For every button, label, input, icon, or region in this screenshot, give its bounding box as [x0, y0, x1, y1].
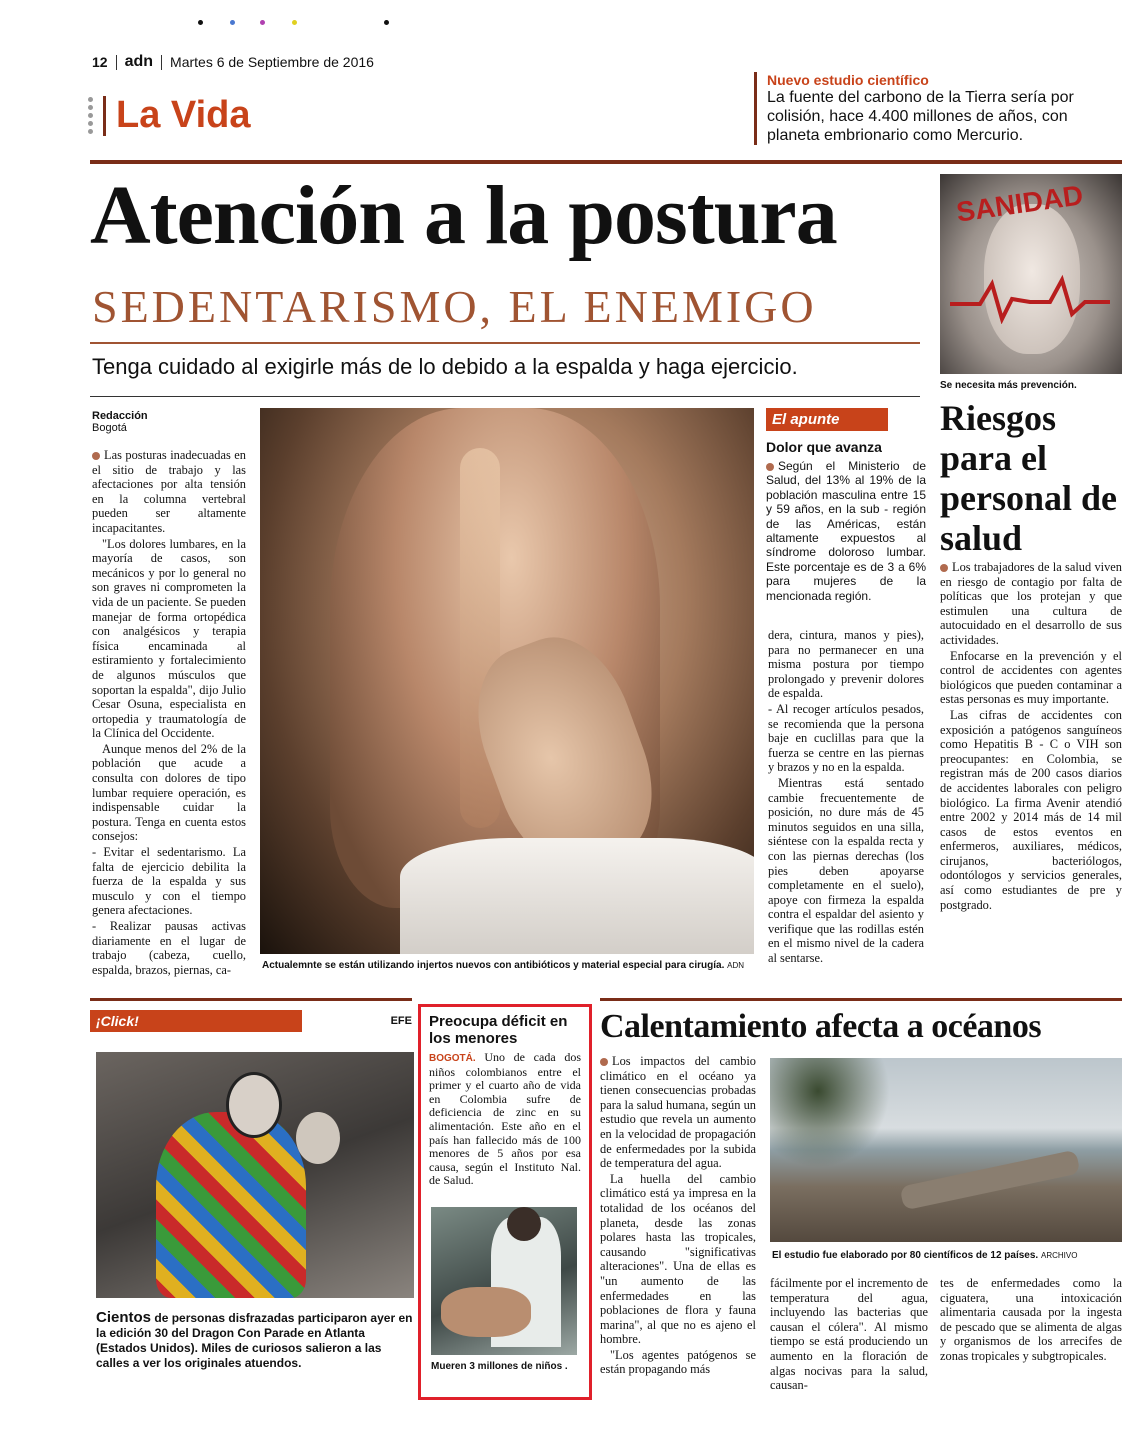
- brand-logo: adn: [124, 53, 154, 70]
- back-pain-caption: [262, 960, 758, 971]
- deficit-dateline: BOGOTÁ.: [429, 1053, 476, 1064]
- photo-credit: ADN: [727, 961, 745, 970]
- child-photo-caption: Mueren 3 millones de niños .: [431, 1361, 568, 1372]
- sanidad-photo: [940, 174, 1122, 374]
- palm-tree-shape: [770, 1058, 890, 1168]
- apunte-body: Según el Ministerio de Salud, del 13% al 19% de la población masculina entre 15 y 59 años, en la sub - región de las Américas, están altamente expuestos al síndrome doloroso lumbar. Este porcentaje es de 3 a 6% para mujeres de la mencionada región.: [766, 459, 926, 603]
- deficit-body: Uno de cada dos niños colombianos entre el primer y el cuarto año de vida en Colombia sufre de deficiencia de zinc en su alimentación. Este año en el país han fallecido más de 100 menores de 5 años por esa causa, según el Instituto Nal. de Salud.: [429, 1050, 581, 1188]
- bullet-icon: [92, 452, 100, 460]
- side-headline: Riesgos para el personal de salud: [940, 398, 1118, 558]
- paragraph: La huella del cambio climático está ya impresa en la totalidad de los océanos del planeta, desde las zonas polares hasta las tropicales, causando "significativas alteraciones". Una de ellas es "un aumento de las enfermedades en las poblaciones de flora y fauna marina", al que no es ajeno el hombre.: [600, 1171, 756, 1347]
- ocean-column-1: [600, 1054, 756, 1378]
- ocean-headline: Calentamiento afecta a océanos: [600, 1008, 1042, 1045]
- paragraph: Los impactos del cambio climático en el océano ya tienen consecuencias probadas para la salud humana, según un estudio que revela un aumento en la velocidad de propagación de enfermedades por la subida de temperatura del agua.: [600, 1054, 756, 1171]
- top-rule: [90, 160, 1122, 164]
- section-label: [88, 94, 250, 137]
- main-deck: Tenga cuidado al exigirle más de lo debido a la espalda y haga ejercicio.: [92, 354, 798, 379]
- photo-caption-text: Actualemnte se están utilizando injertos nuevos con antibióticos y material especial para cirugía.: [262, 960, 725, 971]
- sanidad-caption: Se necesita más prevención.: [940, 380, 1077, 391]
- parade-photo: [96, 1052, 414, 1298]
- teaser-box: [754, 72, 1113, 145]
- paragraph: "Los agentes patógenos se están propagando más: [600, 1347, 756, 1377]
- issue-date: Martes 6 de Septiembre de 2016: [170, 54, 374, 70]
- apunte-box: [766, 408, 926, 603]
- byline-location: Bogotá: [92, 422, 127, 434]
- main-column-1: [92, 448, 246, 978]
- skull-mask-shape: [296, 1112, 340, 1164]
- beach-caption-text: El estudio fue elaborado por 80 científicos de 12 países.: [772, 1250, 1039, 1261]
- section-dots-icon: [88, 97, 93, 134]
- beach-photo-credit: ARCHIVO: [1040, 1251, 1078, 1260]
- paragraph: Los trabajadores de la salud viven en riesgo de contagio por falta de políticas que los protejan y que estimulen una cultura de autocuidado en el desarrollo de sus actividades.: [940, 560, 1122, 647]
- click-caption-lead: Cientos: [96, 1309, 152, 1326]
- byline-author: Redacción: [92, 410, 148, 422]
- section-title: La Vida: [116, 94, 251, 136]
- teaser-kicker: Nuevo estudio científico: [767, 72, 929, 88]
- child-shape: [441, 1287, 531, 1337]
- back-pain-photo: [260, 408, 754, 954]
- heartbeat-line-icon: [950, 274, 1110, 324]
- main-headline: Atención a la postura: [90, 169, 837, 262]
- paragraph: "Los dolores lumbares, en la mayoría de casos, son mecánicos y por lo general no son graves ni comprometen la vida de un paciente. Se pueden manejar de forma ortopédica con analgésicos y terapia física encaminada al estiramiento y fortalecimiento de algunos músculos que soportan la espalda", dijo Julio Cesar Osuna, especialista en ortopedia y traumatología de la Clínica del Occidente.: [92, 536, 246, 741]
- paragraph: Enfocarse en la prevención y el control de accidentes con agentes biológicos que pueden contaminar a estas personas es muy importante.: [940, 648, 1122, 707]
- headline-rule: [90, 342, 920, 344]
- main-column-2: [768, 628, 924, 967]
- paragraph: Mientras está sentado cambie frecuentemente de posición, no dure más de 45 minutos seguidos en una silla, siéntese con la espalda recta y con las piernas derechas (los pies deben apoyarse completamente en el suelo), apoye con firmeza la espalda contra el espaldar del asiento y verifique que las rodillas estén en el mismo nivel de la cadera al sentarse.: [768, 775, 924, 966]
- deck-rule: [90, 396, 920, 397]
- towel-shape: [400, 838, 754, 954]
- apunte-title: Dolor que avanza: [766, 439, 882, 455]
- paragraph: - Realizar pausas activas diariamente en el lugar de trabajo (cabeza, cuello, espalda, brazos, piernas, ca-: [92, 919, 246, 977]
- main-subheadline: SEDENTARISMO, EL ENEMIGO: [92, 281, 817, 332]
- sanidad-paint-text: SANIDAD: [954, 179, 1086, 228]
- beach-caption: [772, 1250, 1124, 1261]
- apunte-text: [766, 459, 926, 603]
- paragraph: Las posturas inadecuadas en el sitio de trabajo y las afectaciones por alta tensión en la columna vertebral pueden ser altamente incapacitantes.: [92, 448, 246, 535]
- byline: [92, 410, 148, 434]
- beach-photo: [770, 1058, 1122, 1242]
- ocean-column-3: tes de enfermedades como la ciguatera, una intoxicación alimentaria causada por la ingesta de pescado que se alimenta de algas y organismos de los arrecifes de zonas tropicales y subgtropicales.: [940, 1276, 1122, 1363]
- doctor-head-shape: [507, 1207, 541, 1241]
- paragraph: - Evitar el sedentarismo. La falta de ejercicio debilita la fuerza de la espalda y sus musculo y con el tiempo genera afectaciones.: [92, 845, 246, 918]
- ocean-column-2: fácilmente por el incremento de temperatura del agua, incluyendo las bacterias que causan el cólera". Al mismo tiempo se está produciendo un aumento en la floración de algas nocivas para la salud, causan-: [770, 1276, 928, 1393]
- paragraph: dera, cintura, manos y pies), para no permanecer en una misma postura por tiempo prolongado y prevenir dolores de espalda.: [768, 628, 924, 701]
- page-number: 12: [92, 54, 108, 70]
- bullet-icon: [766, 463, 774, 471]
- deficit-text: [429, 1051, 581, 1188]
- registration-marks: [198, 20, 398, 28]
- click-caption: [96, 1310, 414, 1371]
- click-box: [90, 1010, 412, 1032]
- click-caption-text: de personas disfrazadas participaron ayer en la edición 30 del Dragon Con Parade en Atlanta (Estados Unidos). Miles de curiosos salieron a las calles a ver los originales atuendos.: [96, 1311, 413, 1370]
- bullet-icon: [600, 1058, 608, 1066]
- fallen-trunk-shape: [899, 1150, 1080, 1211]
- teaser-text: La fuente del carbono de la Tierra sería por colisión, hace 4.400 millones de años, con planeta embrionario como Mercurio.: [767, 89, 1074, 144]
- bullet-icon: [940, 564, 948, 572]
- paragraph: Las cifras de accidentes con exposición a patógenos sanguíneos como Hepatitis B - C o VIH son preocupantes: en Colombia, se registran más de 200 casos diarios de accidentes laborales con peligro biológico. La firma Avenir atendió entre 2002 y 2014 más de 14 mil casos de estos eventos en enfermeros, auxiliares, médicos, cirujanos, bacteriólogos, odontólogos y servicios generales, así como estudiantes de pre y postgrado.: [940, 707, 1122, 912]
- side-column: [940, 560, 1122, 913]
- deficit-box: [418, 1004, 592, 1400]
- mask-shape: [226, 1072, 282, 1138]
- page-header: [92, 52, 374, 72]
- child-photo: [431, 1207, 577, 1355]
- paragraph: - Al recoger artículos pesados, se recomienda que la persona baje en cuclillas para que la fuerza se centre en las piernas y brazos y no en la espalda.: [768, 701, 924, 775]
- click-credit: EFE: [390, 1015, 412, 1027]
- bottom-rule-right: [600, 998, 1122, 1001]
- click-tab: ¡Click!: [90, 1010, 302, 1032]
- bottom-rule-left: [90, 998, 412, 1001]
- deficit-headline: Preocupa déficit en los menores: [429, 1013, 568, 1047]
- costume-shape: [156, 1112, 306, 1298]
- paragraph: Aunque menos del 2% de la población que acude a consulta con dolores de tipo lumbar requiere operación, es indispensable cuidar la postura. Tenga en cuenta estos consejos:: [92, 741, 246, 844]
- apunte-tab: El apunte: [766, 408, 888, 431]
